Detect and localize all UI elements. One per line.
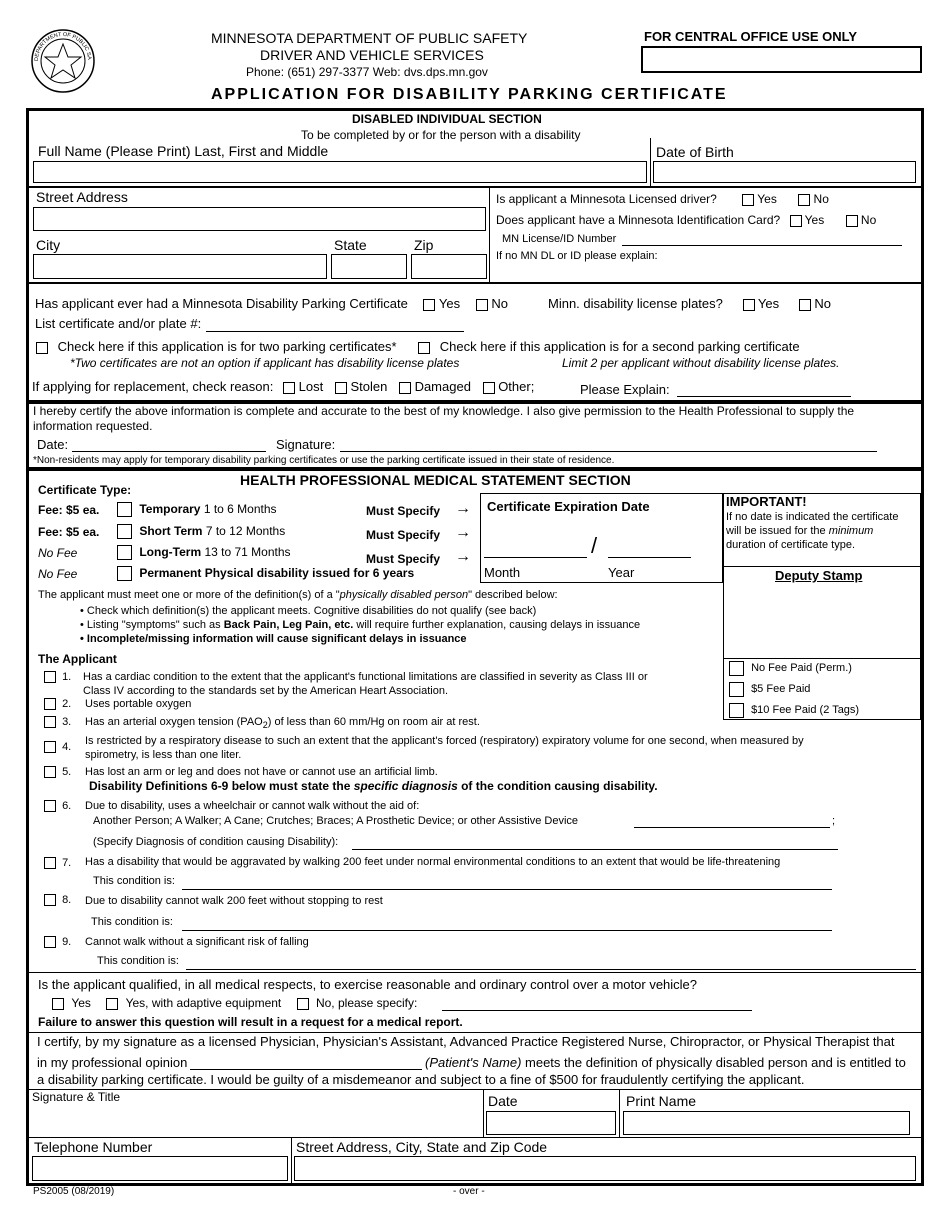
divider xyxy=(29,1089,921,1090)
full-name-input[interactable] xyxy=(33,161,647,183)
certify-statement-2b: (Patient's Name) meets the definition of physically disabled person and is entitled to xyxy=(425,1055,906,1070)
definition-8-condition-input[interactable] xyxy=(182,930,832,931)
id-card-question: Does applicant have a Minnesota Identification Card? Yes No xyxy=(496,213,877,227)
long-term-option: Long-Term 13 to 71 Months xyxy=(117,545,291,560)
definition-6-text: Due to disability, uses a wheelchair or cannot walk without the aid of: xyxy=(85,800,420,812)
definition-7-condition-input[interactable] xyxy=(182,889,832,890)
telephone-input[interactable] xyxy=(32,1156,288,1181)
definition-1: 1. xyxy=(44,671,71,683)
definition-8-condition-label: This condition is: xyxy=(91,916,173,928)
certify-signature-label: Signature: xyxy=(276,437,336,452)
no-id-explain-label: If no MN DL or ID please explain: xyxy=(496,250,658,262)
divider xyxy=(29,467,921,471)
permanent-checkbox[interactable] xyxy=(117,566,132,581)
street-input[interactable] xyxy=(33,207,486,231)
definition-3: 3. xyxy=(44,716,71,728)
temporary-option: Temporary 1 to 6 Months xyxy=(117,502,277,517)
fee-option-5: $5 Fee Paid xyxy=(729,682,810,697)
licensed-driver-question: Is applicant a Minnesota Licensed driver? Yes No xyxy=(496,192,829,206)
definition-6-checkbox[interactable] xyxy=(44,800,56,812)
bullet-1: • Check which definition(s) the applicant meets. Cognitive disabilities do not qualify (see back) xyxy=(80,605,537,617)
dob-label: Date of Birth xyxy=(656,144,734,160)
divider xyxy=(723,566,921,567)
definition-8-text: Due to disability cannot walk 200 feet without stopping to rest xyxy=(85,895,383,907)
dob-input[interactable] xyxy=(653,161,916,183)
definition-5-checkbox[interactable] xyxy=(44,766,56,778)
hp-address-input[interactable] xyxy=(294,1156,916,1181)
replacement-row: If applying for replacement, check reason: Lost Stolen Damaged Other; xyxy=(32,379,535,394)
second-cert-checkbox[interactable] xyxy=(418,342,430,354)
medical-section-heading: HEALTH PROFESSIONAL MEDICAL STATEMENT SECTION xyxy=(240,472,631,488)
definition-2-text: Uses portable oxygen xyxy=(85,698,192,710)
certify-date-input[interactable] xyxy=(72,451,266,452)
definition-6: 6. xyxy=(44,800,71,812)
definition-8-checkbox[interactable] xyxy=(44,894,56,906)
divider xyxy=(29,186,921,188)
long-term-checkbox[interactable] xyxy=(117,545,132,560)
divider xyxy=(29,282,921,284)
divider xyxy=(483,1089,484,1137)
definition-6-diagnosis-label: (Specify Diagnosis of condition causing Disability): xyxy=(93,836,339,848)
short-term-option: Short Term 7 to 12 Months xyxy=(117,524,285,539)
definition-3-text: Has an arterial oxygen tension $(PAO_2)$ of less than 60 mm/Hg on room air at rest. xyxy=(85,716,480,731)
definition-6-aids: Another Person; A Walker; A Cane; Crutches; Braces; A Prosthetic Device; or other Assistive Device xyxy=(93,815,579,827)
prior-cert-question: Has applicant ever had a Minnesota Disability Parking Certificate Yes No xyxy=(35,296,508,311)
state-input[interactable] xyxy=(331,254,407,279)
full-name-label: Full Name (Please Print) Last, First and Middle xyxy=(38,143,329,159)
hp-date-input[interactable] xyxy=(486,1111,616,1135)
definition-9-text: Cannot walk without a significant risk of falling xyxy=(85,936,309,948)
other-checkbox[interactable] xyxy=(483,382,495,394)
id-card-no-checkbox[interactable] xyxy=(846,215,858,227)
date-slash: / xyxy=(591,533,598,558)
print-name-input[interactable] xyxy=(623,1111,910,1135)
permanent-option: Permanent Physical disability issued for 6 years xyxy=(117,566,414,581)
definition-9-condition-input[interactable] xyxy=(186,969,916,970)
state-label: State xyxy=(334,237,367,253)
fee-long: No Fee xyxy=(38,546,78,560)
arrow-icon: → xyxy=(455,548,471,565)
disabled-section-heading: DISABLED INDIVIDUAL SECTION xyxy=(352,112,542,126)
telephone-label: Telephone Number xyxy=(34,1139,153,1155)
two-certs-note: *Two certificates are not an option if applicant has disability license plates xyxy=(70,356,460,370)
patient-name-input[interactable] xyxy=(190,1069,422,1070)
please-explain-label: Please Explain: xyxy=(580,382,670,397)
definition-9: 9. xyxy=(44,936,71,948)
year-label: Year xyxy=(608,565,635,580)
prior-cert-yes-checkbox[interactable] xyxy=(423,299,435,311)
limit-note: Limit 2 per applicant without disability license plates. xyxy=(562,356,840,370)
the-applicant-heading: The Applicant xyxy=(38,652,117,666)
must-specify-label: Must Specify xyxy=(366,504,441,518)
id-card-yes-checkbox[interactable] xyxy=(790,215,802,227)
temporary-checkbox[interactable] xyxy=(117,502,132,517)
office-use-box[interactable] xyxy=(641,46,922,73)
definition-7-condition-label: This condition is: xyxy=(93,875,175,887)
prior-cert-no-checkbox[interactable] xyxy=(476,299,488,311)
hp-address-label: Street Address, City, State and Zip Code xyxy=(296,1139,548,1155)
hp-date-label: Date xyxy=(488,1093,518,1109)
form-id: PS2005 (08/2019) xyxy=(33,1186,115,1197)
short-term-checkbox[interactable] xyxy=(117,524,132,539)
seal-text: DEPARTMENT OF PUBLIC SA xyxy=(33,31,93,62)
state-seal xyxy=(30,28,96,94)
divider xyxy=(29,1137,921,1138)
definition-1-text-2: Class IV according to the standards set by the American Heart Association. xyxy=(83,685,449,697)
definition-5: 5. xyxy=(44,766,71,778)
must-specify-label: Must Specify xyxy=(366,528,441,542)
divider xyxy=(291,1137,292,1185)
important-line-1: If no date is indicated the certificate xyxy=(726,511,899,523)
must-specify-label: Must Specify xyxy=(366,552,441,566)
qualified-no-specify-input[interactable] xyxy=(442,1010,752,1011)
licensed-yes-checkbox[interactable] xyxy=(742,194,754,206)
qualified-question: Is the applicant qualified, in all medical respects, to exercise reasonable and ordinary control over a motor vehicle? xyxy=(38,977,698,992)
certify-signature-input[interactable] xyxy=(340,451,877,452)
definition-2-checkbox[interactable] xyxy=(44,698,56,710)
stolen-checkbox[interactable] xyxy=(335,382,347,394)
plates-yes-checkbox[interactable] xyxy=(743,299,755,311)
city-input[interactable] xyxy=(33,254,327,279)
deputy-stamp-label: Deputy Stamp xyxy=(775,568,863,583)
divider xyxy=(29,972,921,973)
definition-7-text: Has a disability that would be aggravated by walking 200 feet under normal environmental conditions to an extent that would be life-threatening xyxy=(85,856,781,868)
certify-statement-1: I certify, by my signature as a licensed Physician, Physician's Assistant, Advanced Practice Registered Nurse, Chiropractor, or Physical Therapist that xyxy=(37,1034,895,1049)
definition-4-checkbox[interactable] xyxy=(44,741,56,753)
definition-9-condition-label: This condition is: xyxy=(97,955,179,967)
arrow-icon: → xyxy=(455,500,471,517)
certify-statement-2a: in my professional opinion xyxy=(37,1055,188,1070)
semicolon: ; xyxy=(832,815,836,827)
fee-short: Fee: $5 ea. xyxy=(38,525,100,539)
nonresident-note: *Non-residents may apply for temporary disability parking certificates or use the parking certificate issued in their state of residence. xyxy=(33,455,615,466)
license-number-input[interactable] xyxy=(622,245,902,246)
qualified-no-checkbox[interactable] xyxy=(297,998,309,1010)
divider xyxy=(619,1089,620,1137)
license-number-label: MN License/ID Number xyxy=(502,233,617,245)
signature-title-label: Signature & Title xyxy=(32,1090,121,1104)
licensed-no-checkbox[interactable] xyxy=(798,194,810,206)
certify-date-label: Date: xyxy=(37,437,69,452)
form-title: APPLICATION FOR DISABILITY PARKING CERTIFICATE xyxy=(211,86,728,103)
fee-option-10: $10 Fee Paid (2 Tags) xyxy=(729,703,859,718)
bullet-2: • Listing "symptoms" such as Back Pain, Leg Pain, etc. will require further explanation, causing delays in issuance xyxy=(80,619,641,631)
definitions-6-9-note: Disability Definitions 6-9 below must state the specific diagnosis of the condition causing disability. xyxy=(89,779,658,793)
city-label: City xyxy=(36,237,61,253)
list-cert-label: List certificate and/or plate #: xyxy=(35,316,202,331)
definition-4-text: Is restricted by a respiratory disease to such an extent that the applicant's forced (respiratory) expiratory volume for one second, when measured by xyxy=(85,735,804,747)
definition-8: 8. xyxy=(44,894,71,906)
expiration-date-label: Certificate Expiration Date xyxy=(487,499,650,514)
expiration-month-input[interactable] xyxy=(484,557,587,558)
qualified-yes-checkbox[interactable] xyxy=(52,998,64,1010)
definition-2: 2. xyxy=(44,698,71,710)
street-label: Street Address xyxy=(36,189,128,205)
zip-label: Zip xyxy=(414,237,434,253)
lost-checkbox[interactable] xyxy=(283,382,295,394)
damaged-checkbox[interactable] xyxy=(399,382,411,394)
definition-9-checkbox[interactable] xyxy=(44,936,56,948)
fee-perm: No Fee xyxy=(38,567,78,581)
divider xyxy=(29,1032,921,1033)
definitions-intro: The applicant must meet one or more of the definition(s) of a "physically disabled person" described below: xyxy=(38,589,558,601)
two-certs-row: Check here if this application is for two parking certificates* Check here if this application is for a second parking certificate xyxy=(36,339,800,354)
over-note: - over - xyxy=(453,1186,485,1197)
definition-6-diagnosis-input[interactable] xyxy=(352,849,838,850)
important-line-2: will be issued for the minimum xyxy=(726,525,874,537)
plates-question: Minn. disability license plates? Yes No xyxy=(548,296,831,311)
definition-7: 7. xyxy=(44,857,71,869)
plates-no-checkbox[interactable] xyxy=(799,299,811,311)
agency-contact: Phone: (651) 297-3377 Web: dvs.dps.mn.gov xyxy=(246,65,488,79)
print-name-label: Print Name xyxy=(626,1093,697,1109)
please-explain-input[interactable] xyxy=(677,396,851,397)
definition-7-checkbox[interactable] xyxy=(44,857,56,869)
divider xyxy=(650,138,651,186)
definition-1-checkbox[interactable] xyxy=(44,671,56,683)
cert-type-label: Certificate Type: xyxy=(38,483,132,497)
bullet-3: • Incomplete/missing information will cause significant delays in issuance xyxy=(80,633,467,645)
important-heading: IMPORTANT! xyxy=(726,494,807,509)
definition-5-text: Has lost an arm or leg and does not have or cannot use an artificial limb. xyxy=(85,766,438,778)
important-line-3: duration of certificate type. xyxy=(726,539,856,551)
definition-3-checkbox[interactable] xyxy=(44,716,56,728)
two-certs-checkbox[interactable] xyxy=(36,342,48,354)
fee-box-border xyxy=(723,658,921,720)
qualified-adaptive-checkbox[interactable] xyxy=(106,998,118,1010)
month-label: Month xyxy=(484,565,521,580)
certify-text: I hereby certify the above information is complete and accurate to the best of my knowledge. I also give permission to the Health Professional to supply the information requested. xyxy=(33,404,855,433)
fee-temp: Fee: $5 ea. xyxy=(38,503,100,517)
arrow-icon: → xyxy=(455,524,471,541)
agency-name: MINNESOTA DEPARTMENT OF PUBLIC SAFETY xyxy=(211,30,528,46)
definition-4: 4. xyxy=(44,741,71,753)
divider xyxy=(489,188,490,282)
list-cert-input[interactable] xyxy=(206,331,464,332)
certify-statement-3: a disability parking certificate. I would be guilty of a misdemeanor and subject to a fine of $500 for fraudulently certifying the applicant. xyxy=(37,1072,805,1087)
definition-4-text-2: spirometry, is less than one liter. xyxy=(85,749,242,761)
division-name: DRIVER AND VEHICLE SERVICES xyxy=(260,47,484,63)
failure-note: Failure to answer this question will result in a request for a medical report. xyxy=(38,1015,463,1029)
expiration-year-input[interactable] xyxy=(608,557,691,558)
disabled-section-subheading: To be completed by or for the person with a disability xyxy=(301,128,581,142)
qualified-options: Yes Yes, with adaptive equipment No, please specify: xyxy=(52,996,417,1010)
definition-1-text: Has a cardiac condition to the extent that the applicant's functional limitations are classified in severity as Class III or xyxy=(83,671,648,683)
svg-text:DEPARTMENT OF PUBLIC SAFETY ST xyxy=(30,28,92,61)
office-use-label: FOR CENTRAL OFFICE USE ONLY xyxy=(644,29,858,44)
zip-input[interactable] xyxy=(411,254,487,279)
assistive-device-input[interactable] xyxy=(634,827,830,828)
fee-option-no-fee: No Fee Paid (Perm.) xyxy=(729,661,852,676)
